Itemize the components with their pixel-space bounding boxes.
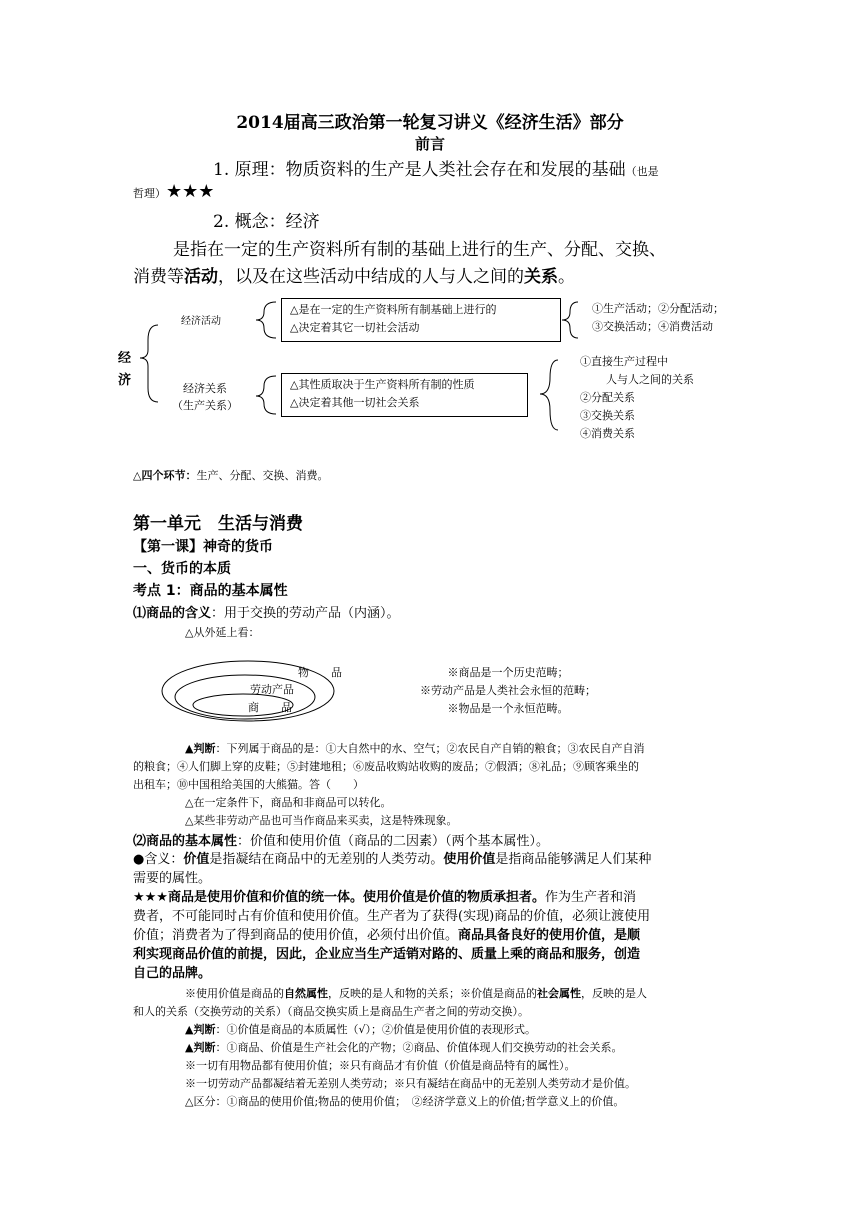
emphasis: 关系 bbox=[524, 267, 558, 287]
text: 费者，不可能同时占有价值和使用价值。生产者为了获得(实现)商品的价值，必须让渡使用 bbox=[133, 909, 651, 924]
emphasis: ⑵商品的基本属性 bbox=[133, 834, 238, 849]
activity-box bbox=[281, 298, 561, 342]
conversion-note: △在一定条件下，商品和非商品可以转化。 bbox=[185, 796, 392, 809]
text: （生产关系） bbox=[172, 399, 238, 412]
commodity-definition bbox=[133, 602, 400, 621]
meaning-paragraph bbox=[133, 850, 733, 888]
unity-paragraph bbox=[133, 888, 733, 983]
text: ，反映的是人和物的关系；※价值是商品的 bbox=[328, 987, 537, 1000]
text: 经济关系 bbox=[183, 382, 227, 395]
activity-label: 经济活动 bbox=[181, 316, 221, 327]
text: ：①商品、价值是生产社会化的产物；②商品、价值体现人们交换劳动的社会关系。 bbox=[215, 1041, 623, 1054]
text: ①直接生产过程中 bbox=[580, 355, 668, 368]
text: ：用于交换的劳动产品（内涵）。 bbox=[211, 606, 400, 621]
text: △是在一定的生产资料所有制基础上进行的 bbox=[290, 303, 497, 316]
judge-2 bbox=[185, 1021, 536, 1037]
basic-attributes bbox=[133, 830, 549, 849]
text: △决定着其它一切社会活动 bbox=[290, 321, 420, 334]
document-title: 2014届高三政治第一轮复习讲义《经济生活》部分 bbox=[236, 113, 624, 133]
principle-note: （也是 bbox=[625, 165, 659, 178]
text: ，以及在这些活动中结成的人与人之间的 bbox=[218, 267, 524, 287]
emphasis: ★★★商品是使用价值和价值的统一体。使用价值是价值的物质承担者。 bbox=[133, 890, 545, 905]
text: 是指商品能够满足人们某种 bbox=[495, 852, 652, 867]
principle-text: 1. 原理：物质资料的生产是人类社会存在和发展的基础 bbox=[213, 160, 626, 180]
text: ●含义： bbox=[133, 852, 184, 867]
principle-note-2: 哲理） bbox=[133, 187, 166, 200]
ellipse-inner-label: 商 品 bbox=[248, 701, 292, 714]
text: 济 bbox=[118, 373, 132, 388]
emphasis: 社会属性 bbox=[537, 987, 581, 1000]
unit-heading: 第一单元 生活与消费 bbox=[133, 514, 303, 534]
judge-1-line-1 bbox=[185, 740, 644, 756]
text: ※劳动产品是人类社会永恒的范畴； bbox=[420, 684, 596, 697]
emphasis: ▲判断 bbox=[185, 742, 216, 755]
ellipse-outer-label: 物 品 bbox=[298, 666, 342, 679]
stars-rating: ★★★ bbox=[166, 181, 215, 202]
relation-label bbox=[172, 380, 238, 414]
relation-box bbox=[281, 373, 528, 417]
judge-1-line-2: 的粮食；④人们脚上穿的皮鞋；⑤封建地租；⑥废品收购站收购的废品；⑦假酒；⑧礼品；⑨顾客乘坐的 bbox=[133, 760, 639, 773]
judge-1-line-3: 出租车；⑩中国租给美国的大熊猫。答（ ） bbox=[133, 778, 364, 791]
value-note-2: ※一切劳动产品都凝结着无差别人类劳动；※只有凝结在商品中的无差别人类劳动才是价值。 bbox=[185, 1077, 636, 1090]
emphasis: 自然属性 bbox=[284, 987, 328, 1000]
emphasis: △四个环节： bbox=[133, 469, 197, 482]
ellipse-middle-label: 劳动产品 bbox=[250, 683, 294, 696]
text: ③交换活动；④消费活动 bbox=[592, 320, 713, 333]
special-note: △某些非劳动产品也可当作商品来买卖，这是特殊现象。 bbox=[185, 814, 458, 827]
relation-items bbox=[580, 353, 694, 443]
emphasis: 价值 bbox=[183, 852, 210, 867]
diagram-root bbox=[118, 348, 134, 392]
judge-3 bbox=[185, 1039, 622, 1055]
text: ③交换关系 bbox=[580, 409, 635, 422]
text: △决定着其他一切社会关系 bbox=[290, 396, 420, 409]
text: 生产、分配、交换、消费。 bbox=[196, 469, 329, 482]
text: ：价值和使用价值（商品的二因素）（两个基本属性）。 bbox=[237, 834, 550, 849]
attribute-note-line-2: 和人的关系（交换劳动的关系）（商品交换实质上是商品生产者之间的劳动交换）。 bbox=[133, 1005, 529, 1018]
extension-note: △从外延上看： bbox=[185, 626, 260, 639]
activity-items bbox=[592, 300, 724, 336]
text: ※商品是一个历史范畴； bbox=[447, 666, 569, 679]
text: 人与人之间的关系 bbox=[606, 373, 694, 386]
text: 。 bbox=[558, 267, 575, 287]
section-heading: 一、货币的本质 bbox=[133, 561, 231, 577]
emphasis: 使用价值 bbox=[443, 852, 496, 867]
text: 作为生产者和消 bbox=[544, 890, 636, 905]
preface-heading: 前言 bbox=[414, 135, 445, 153]
lesson-heading: 【第一课】神奇的货币 bbox=[133, 539, 273, 555]
text: △其性质取决于生产资料所有制的性质 bbox=[290, 378, 475, 391]
text: ④消费关系 bbox=[580, 427, 635, 440]
emphasis: 自己的品牌。 bbox=[133, 966, 212, 981]
text: ※物品是一个永恒范畴。 bbox=[447, 702, 569, 715]
point-heading: 考点 1：商品的基本属性 bbox=[133, 583, 288, 599]
concept-line-1: 是指在一定的生产资料所有制的基础上进行的生产、分配、交换、 bbox=[173, 240, 666, 260]
value-note-1: ※一切有用物品都有使用价值；※只有商品才有价值（价值是商品特有的属性）。 bbox=[185, 1059, 576, 1072]
emphasis: 商品具备良好的使用价值，是顺 bbox=[458, 928, 641, 943]
ellipse-notes bbox=[420, 664, 596, 718]
text: ，反映的是人 bbox=[581, 987, 647, 1000]
text: 是指凝结在商品中的无差别的人类劳动。 bbox=[209, 852, 444, 867]
distinction-note: △区分：①商品的使用价值;物品的使用价值； ②经济学意义上的价值;哲学意义上的价值。 bbox=[185, 1095, 625, 1108]
emphasis: 利实现商品价值的前提，因此，企业应当生产适销对路的、质量上乘的商品和服务，创造 bbox=[133, 947, 641, 962]
concept-heading: 2. 概念：经济 bbox=[213, 212, 320, 232]
text: 消费等 bbox=[133, 267, 184, 287]
text: ※使用价值是商品的 bbox=[185, 987, 284, 1000]
text: 需要的属性。 bbox=[133, 871, 212, 886]
text: 价值；消费者为了得到商品的使用价值，必须付出价值。 bbox=[133, 928, 459, 943]
text: ①生产活动；②分配活动； bbox=[592, 302, 724, 315]
emphasis: 活动 bbox=[184, 267, 218, 287]
emphasis: ⑴商品的含义 bbox=[133, 606, 212, 621]
text: 经 bbox=[118, 351, 132, 366]
emphasis: ▲判断 bbox=[185, 1023, 216, 1036]
text: ②分配关系 bbox=[580, 391, 635, 404]
emphasis: ▲判断 bbox=[185, 1041, 216, 1054]
text: ：下列属于商品的是：①大自然中的水、空气；②农民自产自销的粮食；③农民自产自消 bbox=[215, 742, 645, 755]
four-links bbox=[133, 467, 328, 483]
attribute-note-line-1 bbox=[185, 985, 647, 1001]
text: ：①价值是商品的本质属性（√）；②价值是使用价值的表现形式。 bbox=[215, 1023, 536, 1036]
